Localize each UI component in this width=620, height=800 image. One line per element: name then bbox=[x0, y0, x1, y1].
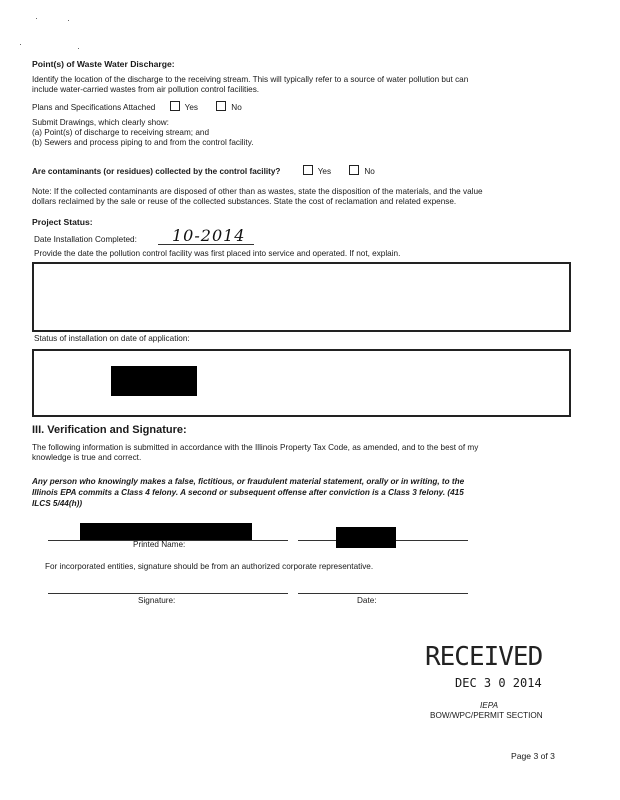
signature-label: Signature: bbox=[138, 596, 176, 605]
redaction-block bbox=[111, 366, 197, 396]
warning-line2: Illinois EPA commits a Class 4 felony. A second or subsequent offense after conviction is a Class 3 felony. (415 bbox=[32, 488, 464, 497]
contaminants-yes-label: Yes bbox=[317, 167, 332, 176]
stamp-section: BOW/WPC/PERMIT SECTION bbox=[430, 711, 543, 720]
stamp-date: DEC 3 0 2014 bbox=[455, 676, 542, 690]
signature-line[interactable] bbox=[48, 593, 288, 594]
stamp-agency: IEPA bbox=[480, 701, 499, 710]
verification-text-line2: knowledge is true and correct. bbox=[32, 453, 142, 462]
signature-date-label: Date: bbox=[357, 596, 377, 605]
verification-heading: III. Verification and Signature: bbox=[32, 424, 187, 436]
received-stamp-text: RECEIVED bbox=[425, 642, 543, 672]
submit-line1: Submit Drawings, which clearly show: bbox=[32, 118, 169, 127]
date-installation-label: Date Installation Completed: bbox=[34, 235, 137, 244]
signature-date-line[interactable] bbox=[298, 593, 468, 594]
plans-no-label: No bbox=[231, 103, 242, 112]
printed-name-redaction bbox=[80, 523, 252, 540]
verification-text-line1: The following information is submitted in accordance with the Illinois Property Tax Code, as amended, and to the best of my bbox=[32, 443, 479, 452]
discharge-heading: Point(s) of Waste Water Discharge: bbox=[32, 59, 175, 69]
contaminants-yes-checkbox[interactable] bbox=[303, 165, 313, 175]
plans-no-checkbox[interactable] bbox=[216, 101, 226, 111]
note-line1: Note: If the collected contaminants are disposed of other than as wastes, state the disposition of the materials, and the value bbox=[32, 187, 483, 196]
discharge-desc-line1: Identify the location of the discharge to the receiving stream. This will typically refer to a source of water pollution but can bbox=[32, 75, 469, 84]
status-label: Status of installation on date of application: bbox=[34, 334, 190, 343]
date-installation-handwritten: 10-2014 bbox=[172, 226, 246, 245]
plans-yes-label: Yes bbox=[184, 103, 198, 112]
discharge-desc-line2: include water-carried wastes from air pollution control facilities. bbox=[32, 85, 260, 94]
contaminants-row bbox=[32, 165, 375, 177]
contaminants-question: Are contaminants (or residues) collected by the control facility? bbox=[32, 167, 281, 176]
plans-yes-checkbox[interactable] bbox=[170, 101, 180, 111]
warning-line1: Any person who knowingly makes a false, fictitious, or fraudulent material statement, orally or in writing, to the bbox=[32, 477, 465, 486]
printed-name-label: Printed Name: bbox=[133, 540, 186, 549]
note-line2: dollars reclaimed by the sale or reuse of the collected substances. State the cost of reclamation and related expense. bbox=[32, 197, 457, 206]
plans-row bbox=[32, 101, 242, 113]
received-stamp bbox=[425, 640, 555, 680]
page-number: Page 3 of 3 bbox=[511, 751, 555, 761]
contaminants-no-checkbox[interactable] bbox=[349, 165, 359, 175]
incorporated-note: For incorporated entities, signature should be from an authorized corporate representative. bbox=[45, 562, 374, 571]
plans-label: Plans and Specifications Attached bbox=[32, 103, 156, 112]
submit-line2: (a) Point(s) of discharge to receiving stream; and bbox=[32, 128, 210, 137]
warning-line3: ILCS 5/44(h)) bbox=[32, 499, 83, 508]
date-installation-hint: Provide the date the pollution control facility was first placed into service and operated. If not, explain. bbox=[34, 249, 401, 258]
explanation-box[interactable] bbox=[32, 262, 571, 332]
submit-line3: (b) Sewers and process piping to and from the control facility. bbox=[32, 138, 254, 147]
project-status-heading: Project Status: bbox=[32, 217, 93, 227]
date-redaction bbox=[336, 527, 396, 548]
contaminants-no-label: No bbox=[364, 167, 375, 176]
